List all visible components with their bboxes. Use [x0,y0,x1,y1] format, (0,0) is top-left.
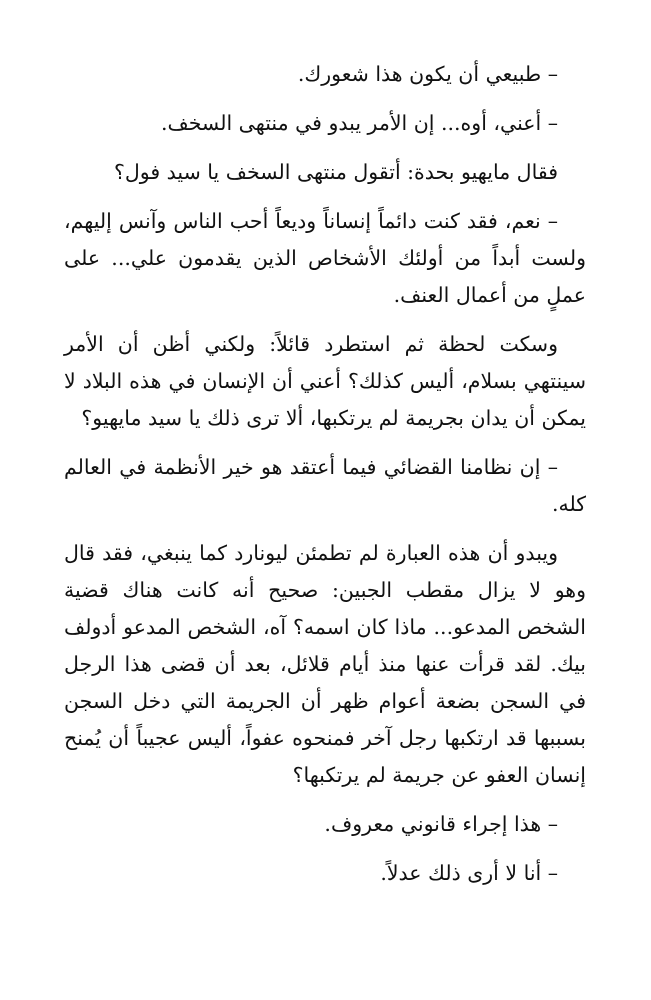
paragraph-4: – نعم، فقد كنت دائماً إنساناً وديعاً أحب الناس وآنس إليهم، ولست أبداً من أولئك الأشخاص الذين يقدمون علي... على عملٍ من أعمال العنف. [64,209,586,307]
paragraph-5: وسكت لحظة ثم استطرد قائلاً: ولكني أظن أن الأمر سينتهي بسلام، أليس كذلك؟ أعني أن الإنسان في هذه البلاد لا يمكن أن يدان بجريمة لم يرتكبها، ألا ترى ذلك يا سيد مايهيو؟ [64,332,586,430]
paragraph-7: ويبدو أن هذه العبارة لم تطمئن ليونارد كما ينبغي، فقد قال وهو لا يزال مقطب الجبين: صحيح أنه كانت هناك قضية الشخص المدعو... ماذا كان اسمه؟ آه، الشخص المدعو أدولف بيك. لقد قرأت عنها منذ أيام قلائل، بعد أن قضى هذا الرجل في السجن بضعة أعوام ظهر أن الجريمة التي دخل السجن بسببها قد ارتكبها رجل آخر فمنحوه عفواً، أليس عجيباً أن يُمنح إنسان العفو عن جريمة لم يرتكبها؟ [64,541,586,787]
page-text [64,56,586,904]
paragraph-3: فقال مايهيو بحدة: أتقول منتهى السخف يا سيد فول؟ [113,160,558,184]
paragraph-9: – أنا لا أرى ذلك عدلاً. [380,861,558,885]
paragraph-8: – هذا إجراء قانوني معروف. [324,812,558,836]
paragraph-1: – طبيعي أن يكون هذا شعورك. [297,62,558,86]
paragraph-6: – إن نظامنا القضائي فيما أعتقد هو خير الأنظمة في العالم كله. [64,455,586,516]
paragraph-2: – أعني، أوه... إن الأمر يبدو في منتهى السخف. [160,111,558,135]
